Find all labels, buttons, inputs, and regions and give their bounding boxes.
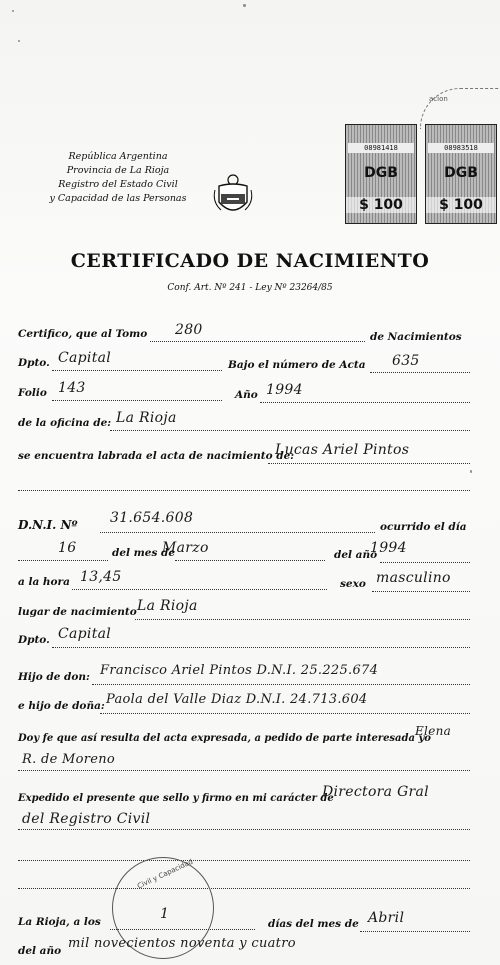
- expedido-label: Expedido el presente que sello y firmo en mi carácter de: [18, 793, 334, 804]
- sexo-value: masculino: [376, 570, 451, 586]
- labrada-label: se encuentra labrada el acta de nacimiento de:: [18, 450, 295, 462]
- scan-speck: [12, 10, 14, 12]
- revenue-stamp: [345, 124, 417, 224]
- scan-speck: [243, 4, 246, 7]
- form-line: [360, 931, 470, 932]
- form-line: [100, 532, 375, 533]
- acta-value: 635: [392, 353, 420, 369]
- dia-value: 16: [58, 540, 77, 556]
- issuer-line: Provincia de La Rioja: [66, 165, 170, 176]
- cargo-value-cont: del Registro Civil: [22, 811, 151, 827]
- stamp-cancel-mark: acion: [420, 88, 500, 129]
- form-line: [150, 341, 365, 342]
- dni-label: D.N.I. Nº: [18, 518, 78, 532]
- firmante-value-cont: R. de Moreno: [22, 752, 116, 767]
- stamp-value: $ 100: [346, 197, 416, 213]
- issuer-line: y Capacidad de las Personas: [49, 193, 187, 204]
- firmante-value: Elena: [415, 724, 452, 738]
- issuer-line: Registro del Estado Civil: [58, 179, 178, 190]
- dpto-value: Capital: [58, 350, 112, 366]
- padre-value: Francisco Ariel Pintos D.N.I. 25.225.674: [100, 663, 379, 678]
- oficina-label: de la oficina de:: [18, 417, 112, 429]
- hora-label: a la hora: [18, 576, 70, 588]
- oficina-value: La Rioja: [116, 410, 177, 426]
- issuer-header: [28, 150, 208, 206]
- form-line: [18, 770, 470, 771]
- form-line: [175, 560, 325, 561]
- sexo-label: sexo: [340, 578, 366, 590]
- dpto2-label: Dpto.: [18, 634, 50, 646]
- anio2-label: del año: [18, 945, 62, 957]
- form-line: [18, 829, 470, 830]
- stamp-number: 08981418: [348, 143, 414, 153]
- stamp-code: DGB: [364, 165, 398, 181]
- lugar-value: La Rioja: [137, 598, 198, 614]
- form-line: [52, 370, 222, 371]
- dni-value: 31.654.608: [110, 510, 194, 526]
- form-line: [52, 647, 470, 648]
- del-anio-label: del año: [334, 549, 378, 561]
- cargo-value: Directora Gral: [322, 784, 429, 800]
- nombre-value: Lucas Ariel Pintos: [275, 442, 410, 458]
- rioja-label: La Rioja, a los: [18, 916, 101, 928]
- form-line: [18, 490, 470, 491]
- mes2-value: Abril: [368, 910, 405, 926]
- legal-reference: Conf. Art. Nº 241 - Ley Nº 23264/85: [167, 283, 333, 293]
- anio-value: 1994: [266, 382, 303, 398]
- mes-value: Marzo: [162, 540, 209, 556]
- stamp-number: 08983518: [428, 143, 494, 153]
- dias-mes-label: días del mes de: [268, 918, 359, 930]
- form-line: [370, 372, 470, 373]
- anio-label: Año: [235, 389, 258, 401]
- madre-label: e hijo de doña:: [18, 700, 105, 712]
- mes-label: del mes de: [112, 547, 176, 559]
- stamp-code: DGB: [444, 165, 478, 181]
- form-line: [372, 591, 470, 592]
- dia2-value: 1: [160, 906, 170, 922]
- ocurrido-label: ocurrido el día: [380, 521, 467, 533]
- nacimiento-anio-value: 1994: [370, 540, 407, 556]
- anio2-value: mil novecientos noventa y cuatro: [68, 936, 296, 951]
- lugar-label: lugar de nacimiento: [18, 606, 137, 618]
- form-line: [260, 402, 470, 403]
- folio-value: 143: [58, 380, 86, 396]
- doy-fe-label: Doy fe que así resulta del acta expresada, a pedido de parte interesada yo: [18, 733, 431, 744]
- stamp-value: $ 100: [426, 197, 496, 213]
- form-line: [110, 929, 255, 930]
- form-line: [72, 589, 327, 590]
- folio-label: Folio: [18, 387, 47, 399]
- form-line: [18, 888, 470, 889]
- form-line: [100, 713, 470, 714]
- nacimientos-label: de Nacimientos: [370, 331, 462, 343]
- registry-seal: Civil y Capacidad: [112, 857, 214, 959]
- form-line: [110, 430, 470, 431]
- document-title: CERTIFICADO DE NACIMIENTO: [70, 250, 430, 272]
- issuer-line: República Argentina: [68, 151, 168, 162]
- padre-label: Hijo de don:: [18, 671, 90, 683]
- form-line: [52, 400, 222, 401]
- form-line: [135, 619, 470, 620]
- form-line: [380, 562, 470, 563]
- form-line: [18, 560, 108, 561]
- scan-speck: [470, 470, 472, 473]
- scan-speck: [18, 40, 20, 42]
- form-line: [268, 463, 470, 464]
- acta-label: Bajo el número de Acta: [228, 359, 366, 371]
- form-line: [92, 684, 470, 685]
- revenue-stamp: [425, 124, 497, 224]
- certifico-label: Certifico, que al Tomo: [18, 328, 148, 340]
- madre-value: Paola del Valle Diaz D.N.I. 24.713.604: [106, 692, 368, 707]
- dpto2-value: Capital: [58, 626, 112, 642]
- dpto-label: Dpto.: [18, 357, 50, 369]
- tomo-value: 280: [175, 322, 203, 338]
- form-line: [18, 860, 470, 861]
- coat-of-arms-icon: [213, 172, 253, 218]
- hora-value: 13,45: [80, 569, 122, 585]
